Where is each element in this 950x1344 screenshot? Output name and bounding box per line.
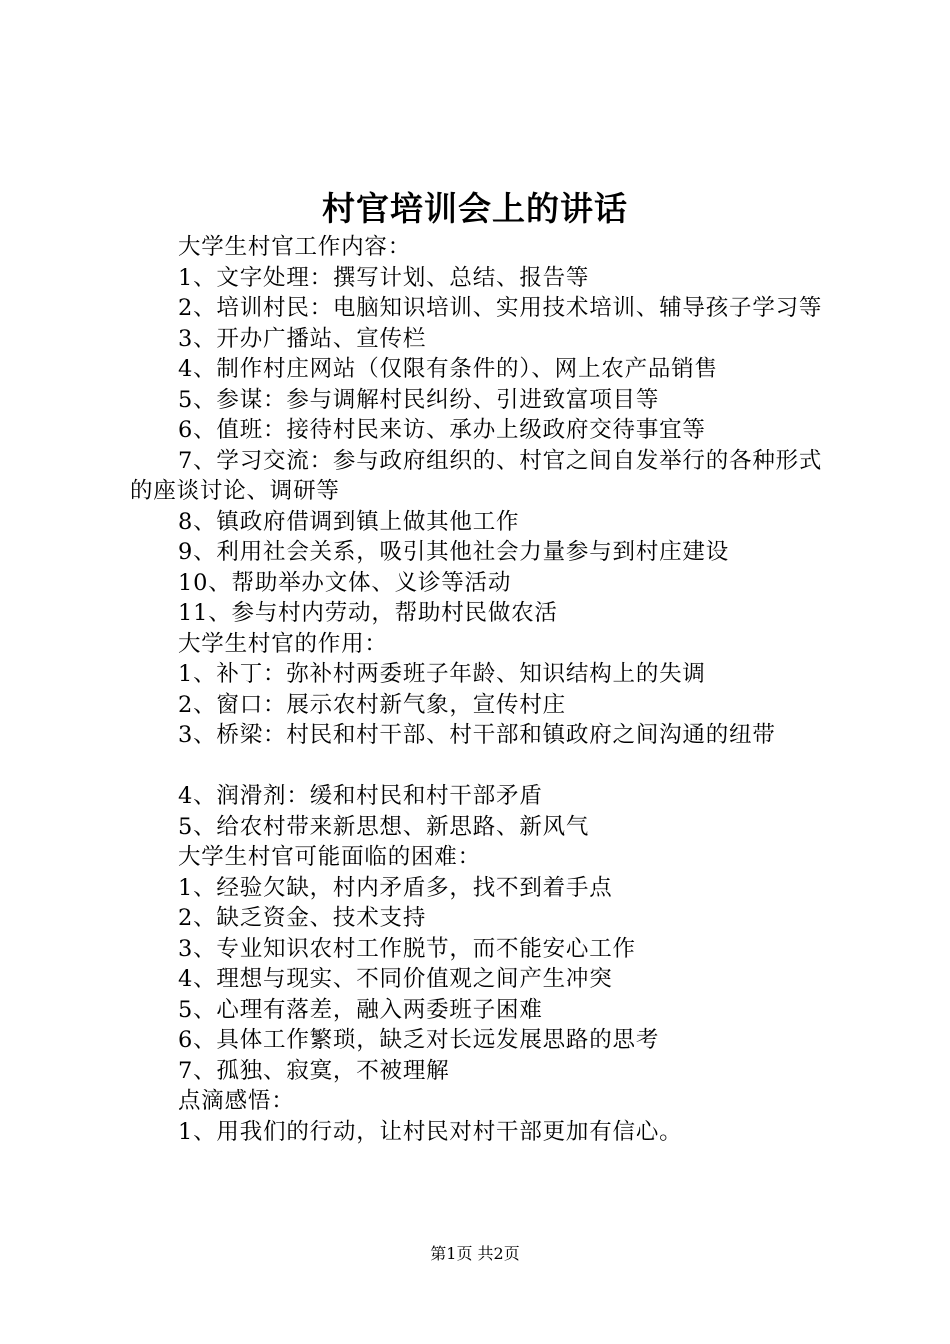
paragraph-line: 2、窗口：展示农村新气象，宣传村庄 xyxy=(178,691,566,718)
paragraph-line: 4、理想与现实、不同价值观之间产生冲突 xyxy=(178,966,613,992)
paragraph-line: 10、帮助举办文体、义诊等活动 xyxy=(178,569,512,596)
paragraph-line: 11、参与村内劳动，帮助村民做农活 xyxy=(178,600,558,626)
paragraph-line: 1、经验欠缺，村内矛盾多，找不到着手点 xyxy=(178,874,613,901)
paragraph-line: 1、用我们的行动，让村民对村干部更加有信心。 xyxy=(178,1118,683,1145)
paragraph-line: 9、利用社会关系，吸引其他社会力量参与到村庄建设 xyxy=(178,539,730,565)
paragraph-line: 5、参谋：参与调解村民纠纷、引进致富项目等 xyxy=(178,386,660,413)
blank-line xyxy=(130,751,830,782)
paragraph-line: 3、专业知识农村工作脱节，而不能安心工作 xyxy=(178,935,636,962)
paragraph-line: 3、桥梁：村民和村干部、村干部和镇政府之间沟通的纽带 xyxy=(178,722,776,748)
paragraph-line: 8、镇政府借调到镇上做其他工作 xyxy=(178,508,520,535)
paragraph-line: 6、具体工作繁琐，缺乏对长远发展思路的思考 xyxy=(178,1027,660,1053)
document-title: 村官培训会上的讲话 xyxy=(322,189,628,228)
paragraph-line: 大学生村官工作内容： xyxy=(178,234,412,260)
paragraph-line: 6、值班：接待村民来访、承办上级政府交待事宜等 xyxy=(178,417,706,443)
paragraph-line: 1、文字处理：撰写计划、总结、报告等 xyxy=(178,264,590,291)
section-heading: 大学生村官可能面临的困难： xyxy=(178,844,481,870)
paragraph-line: 2、缺乏资金、技术支持 xyxy=(178,905,427,931)
page-footer: 第1页 共2页 xyxy=(430,1244,520,1263)
paragraph-line: 5、心理有落差，融入两委班子困难 xyxy=(178,996,543,1023)
section-heading: 大学生村官的作用： xyxy=(178,630,388,657)
paragraph-line: 2、培训村民：电脑知识培训、实用技术培训、辅导孩子学习等 xyxy=(178,295,823,321)
paragraph-line: 3、开办广播站、宣传栏 xyxy=(178,325,427,352)
paragraph-line: 4、润滑剂：缓和村民和村干部矛盾 xyxy=(178,783,543,809)
paragraph-line: 7、孤独、寂寞，不被理解 xyxy=(178,1057,450,1084)
paragraph-line: 5、给农村带来新思想、新思路、新风气 xyxy=(178,813,590,840)
paragraph-line: 4、制作村庄网站（仅限有条件的）、网上农产品销售 xyxy=(178,356,718,382)
paragraph-line: 7、学习交流：参与政府组织的、村官之间自发举行的各种形式的座谈讨论、调研等 xyxy=(130,447,823,504)
paragraph-line: 1、补丁：弥补村两委班子年龄、知识结构上的失调 xyxy=(178,661,706,687)
document-body xyxy=(130,232,830,1147)
section-heading: 点滴感悟： xyxy=(178,1088,295,1114)
